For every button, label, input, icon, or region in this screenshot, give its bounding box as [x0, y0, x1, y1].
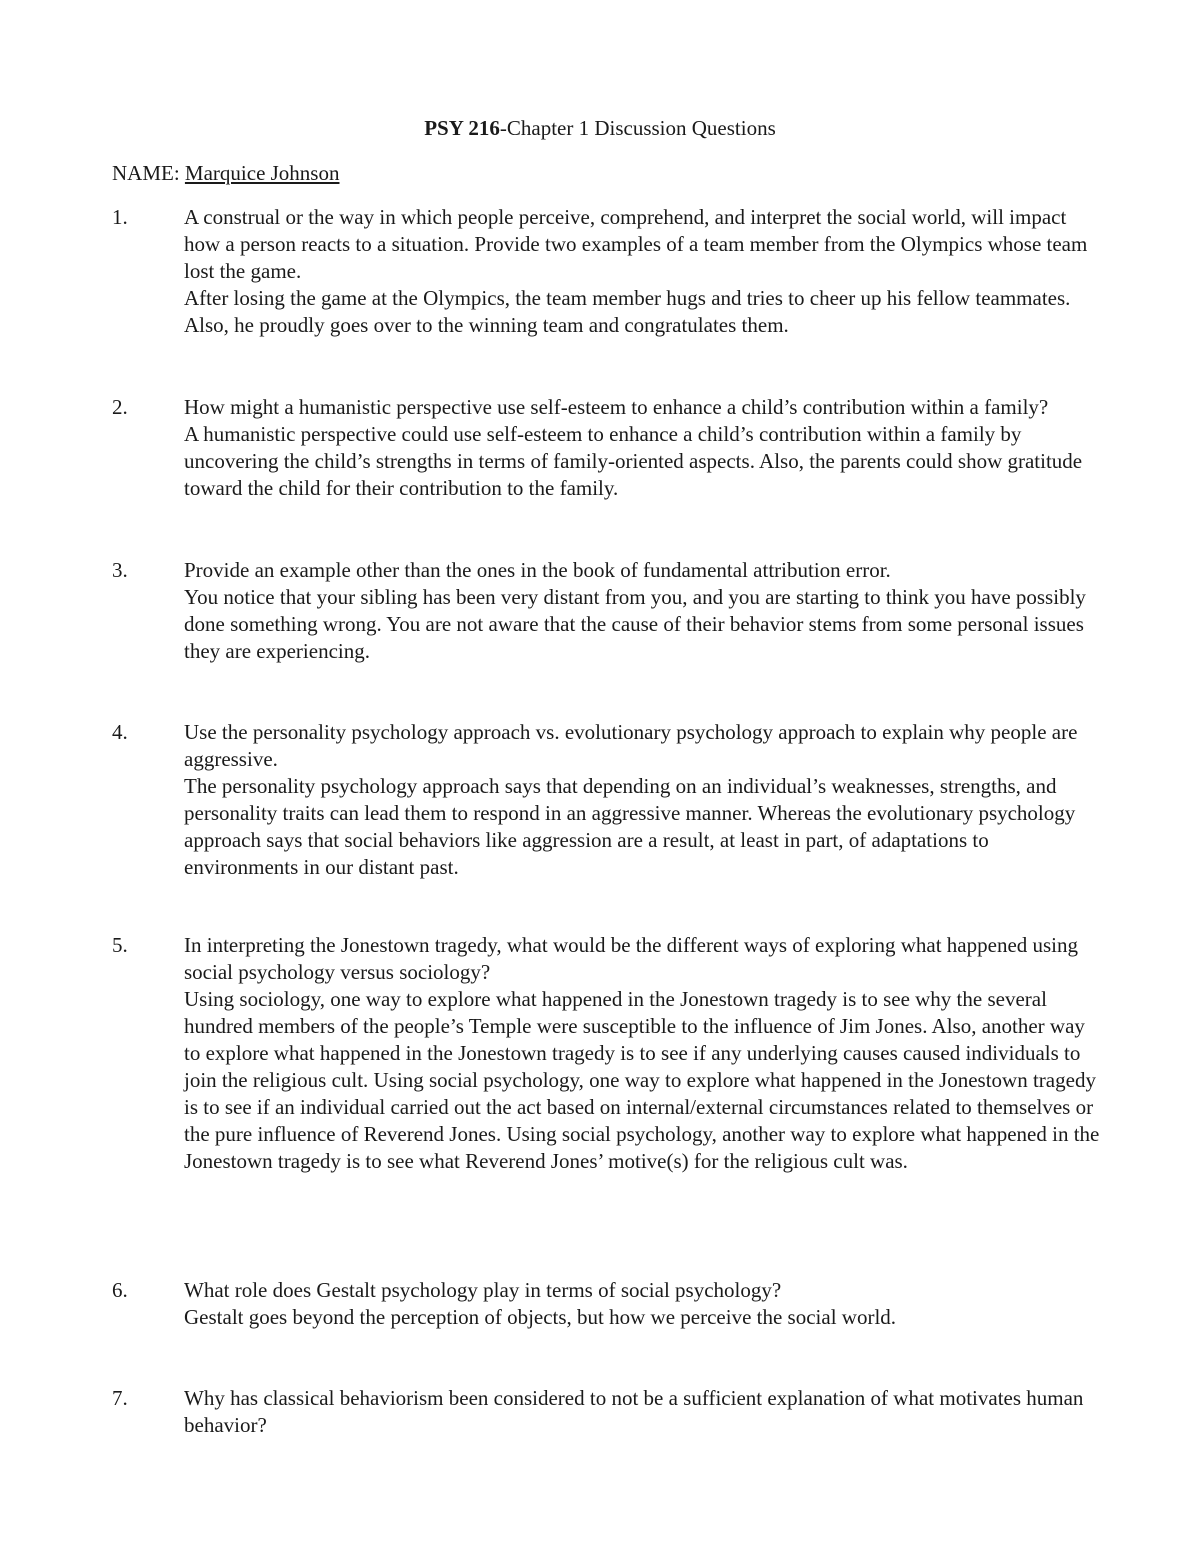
answer-text: The personality psychology approach says that depending on an individual’s weaknesses, strengths, and personality traits can lead them to respond in an aggressive manner. Whereas the evolutionary psychology approach says that social behaviors like aggression are a result, at least in part, of adaptations to environments in our distant past. [184, 774, 1076, 879]
answer-text: Using sociology, one way to explore what happened in the Jonestown tragedy is to see why the several hundred members of the people’s Temple were susceptible to the influence of Jim Jones. Also, another way to explore what happened in the Jonestown tragedy is to see if any underlying causes caused individuals to join the religious cult. Using social psychology, one way to explore what happened in the Jonestown tragedy is to see if an individual carried out the act based on internal/external circumstances related to themselves or the pure influence of Reverend Jones. Using social psychology, another way to explore what happened in the Jonestown tragedy is to see what Reverend Jones’ motive(s) for the religious cult was. [184, 987, 1100, 1173]
question-block-4 [112, 719, 1102, 881]
question-text: Provide an example other than the ones in the book of fundamental attribution error. [184, 558, 891, 582]
question-block-2 [112, 394, 1102, 502]
question-text: What role does Gestalt psychology play in terms of social psychology? [184, 1278, 782, 1302]
question-block-5 [112, 932, 1102, 1175]
question-text: In interpreting the Jonestown tragedy, what would be the different ways of exploring what happened using social psychology versus sociology? [184, 933, 1079, 984]
question-block-3 [112, 557, 1102, 665]
question-number: 4. [112, 720, 128, 744]
question-number: 5. [112, 933, 128, 957]
name-label: NAME: [112, 161, 185, 185]
question-block-7 [112, 1385, 1102, 1439]
question-number: 3. [112, 558, 128, 582]
question-text: How might a humanistic perspective use self-esteem to enhance a child’s contribution within a family? [184, 395, 1049, 419]
question-number: 7. [112, 1386, 128, 1410]
question-text: Why has classical behaviorism been considered to not be a sufficient explanation of what motivates human behavior? [184, 1386, 1084, 1437]
question-text: Use the personality psychology approach vs. evolutionary psychology approach to explain why people are aggressive. [184, 720, 1078, 771]
name-line [112, 159, 339, 187]
question-text: A construal or the way in which people perceive, comprehend, and interpret the social world, will impact how a person reacts to a situation. Provide two examples of a team member from the Olympics whose team lost the game. [184, 205, 1088, 283]
student-name: Marquice Johnson [184, 161, 340, 185]
question-number: 1. [112, 205, 128, 229]
question-block-1 [112, 204, 1102, 339]
question-block-6 [112, 1277, 1102, 1331]
answer-text: You notice that your sibling has been very distant from you, and you are starting to think you have possibly done something wrong. You are not aware that the cause of their behavior stems from some personal issues they are experiencing. [184, 585, 1086, 663]
question-number: 6. [112, 1278, 128, 1302]
answer-text: A humanistic perspective could use self-esteem to enhance a child’s contribution within a family by uncovering the child’s strengths in terms of family-oriented aspects. Also, the parents could show gratitude toward the child for their contribution to the family. [184, 422, 1083, 500]
title-text: -Chapter 1 Discussion Questions [499, 116, 776, 140]
answer-text: Gestalt goes beyond the perception of objects, but how we perceive the social world. [184, 1305, 897, 1329]
question-number: 2. [112, 395, 128, 419]
answer-text: After losing the game at the Olympics, the team member hugs and tries to cheer up his fellow teammates. Also, he proudly goes over to the winning team and congratulates them. [184, 286, 1071, 337]
title-course-code: PSY 216 [424, 116, 500, 140]
page-title [0, 114, 1200, 142]
